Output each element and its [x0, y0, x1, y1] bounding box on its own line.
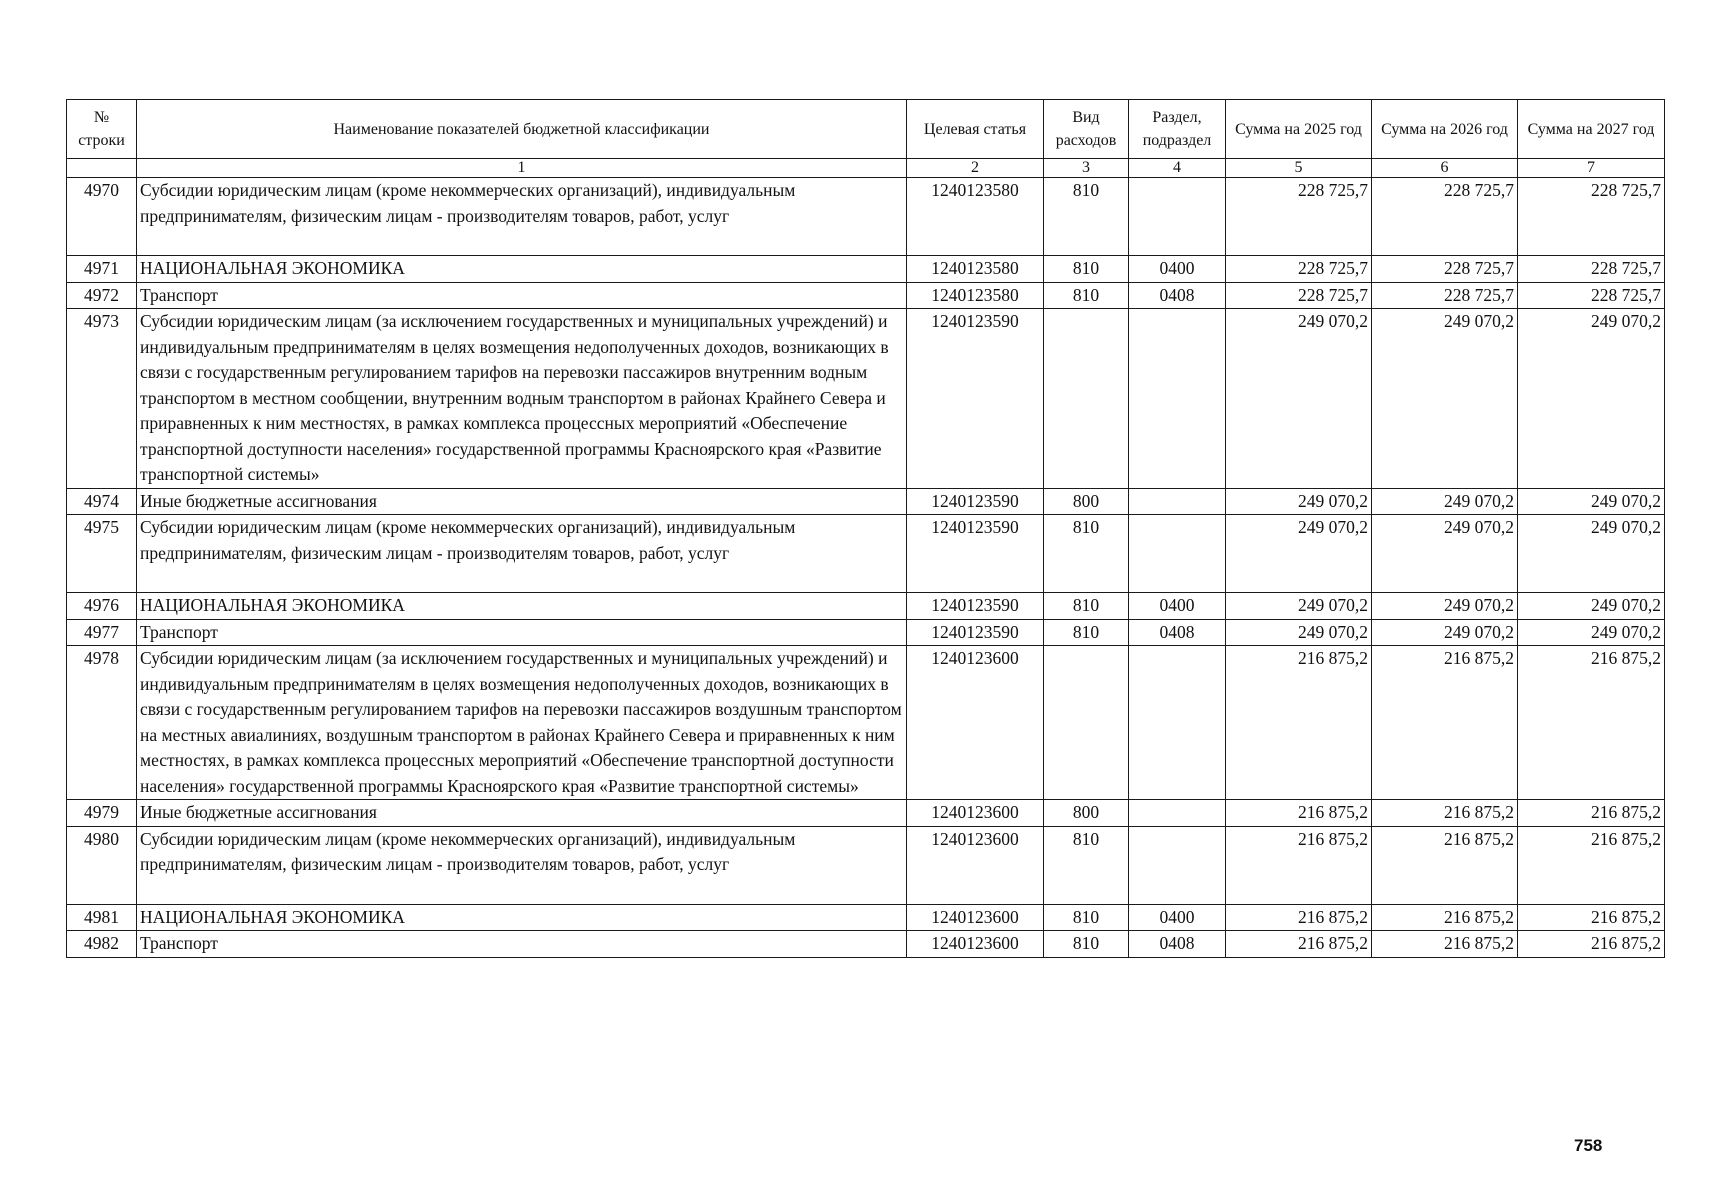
row-target-article: 1240123590 — [907, 593, 1044, 620]
row-sum-2027: 249 070,2 — [1518, 593, 1665, 620]
table-row — [67, 826, 1665, 904]
header-section: Раздел, подраздел — [1129, 100, 1226, 159]
row-name: Субсидии юридическим лицам (кроме некоммерческих организаций), индивидуальным предпринимателям, физическим лицам - производителям товаров, работ, услуг — [137, 826, 907, 904]
row-sum-2027: 216 875,2 — [1518, 800, 1665, 827]
column-number: 5 — [1226, 159, 1372, 178]
column-number: 4 — [1129, 159, 1226, 178]
row-section: 0400 — [1129, 904, 1226, 931]
row-expense-type: 810 — [1044, 931, 1129, 958]
row-target-article: 1240123600 — [907, 800, 1044, 827]
row-name: Субсидии юридическим лицам (за исключением государственных и муниципальных учреждений) и индивидуальным предпринимателям в целях возмещения недополученных доходов, возникающих в связи с государственным регулированием тарифов на перевозки пассажиров внутренним водным транспортом в местном сообщении, внутренним водным транспортом в районах Крайнего Севера и приравненных к ним местностях, в рамках комплекса процессных мероприятий «Обеспечение транспортной доступности населения» государственной программы Красноярского края «Развитие транспортной системы» — [137, 309, 907, 489]
row-sum-2026: 249 070,2 — [1372, 593, 1518, 620]
column-number: 6 — [1372, 159, 1518, 178]
row-target-article: 1240123580 — [907, 282, 1044, 309]
table-row — [67, 904, 1665, 931]
row-number: 4979 — [67, 800, 137, 827]
row-section: 0400 — [1129, 256, 1226, 283]
row-number: 4977 — [67, 619, 137, 646]
row-name: Иные бюджетные ассигнования — [137, 488, 907, 515]
row-target-article: 1240123580 — [907, 256, 1044, 283]
row-sum-2027: 216 875,2 — [1518, 646, 1665, 800]
row-expense-type: 810 — [1044, 178, 1129, 256]
row-target-article: 1240123590 — [907, 488, 1044, 515]
row-sum-2025: 228 725,7 — [1226, 282, 1372, 309]
table-row — [67, 178, 1665, 256]
column-number: 1 — [137, 159, 907, 178]
row-name: Транспорт — [137, 931, 907, 958]
header-row — [67, 100, 1665, 159]
table-row — [67, 593, 1665, 620]
row-sum-2025: 249 070,2 — [1226, 515, 1372, 593]
row-sum-2027: 228 725,7 — [1518, 256, 1665, 283]
row-sum-2025: 216 875,2 — [1226, 931, 1372, 958]
row-name: НАЦИОНАЛЬНАЯ ЭКОНОМИКА — [137, 256, 907, 283]
row-expense-type: 810 — [1044, 826, 1129, 904]
row-name: Транспорт — [137, 619, 907, 646]
row-number: 4982 — [67, 931, 137, 958]
row-sum-2026: 228 725,7 — [1372, 178, 1518, 256]
row-sum-2026: 249 070,2 — [1372, 309, 1518, 489]
row-sum-2025: 249 070,2 — [1226, 309, 1372, 489]
header-sum-2026: Сумма на 2026 год — [1372, 100, 1518, 159]
row-sum-2027: 249 070,2 — [1518, 515, 1665, 593]
column-numbers-row — [67, 159, 1665, 178]
row-number: 4974 — [67, 488, 137, 515]
row-sum-2026: 249 070,2 — [1372, 515, 1518, 593]
row-number: 4978 — [67, 646, 137, 800]
row-sum-2026: 216 875,2 — [1372, 646, 1518, 800]
row-expense-type: 810 — [1044, 282, 1129, 309]
row-number: 4976 — [67, 593, 137, 620]
row-sum-2025: 249 070,2 — [1226, 488, 1372, 515]
row-sum-2025: 249 070,2 — [1226, 619, 1372, 646]
row-section: 0408 — [1129, 931, 1226, 958]
row-sum-2027: 228 725,7 — [1518, 282, 1665, 309]
row-number: 4980 — [67, 826, 137, 904]
row-name: НАЦИОНАЛЬНАЯ ЭКОНОМИКА — [137, 904, 907, 931]
row-sum-2026: 228 725,7 — [1372, 256, 1518, 283]
row-expense-type: 810 — [1044, 593, 1129, 620]
row-sum-2026: 216 875,2 — [1372, 904, 1518, 931]
budget-table — [66, 99, 1665, 958]
row-expense-type: 810 — [1044, 515, 1129, 593]
row-expense-type — [1044, 646, 1129, 800]
table-row — [67, 931, 1665, 958]
row-sum-2027: 249 070,2 — [1518, 488, 1665, 515]
row-sum-2026: 228 725,7 — [1372, 282, 1518, 309]
row-section — [1129, 515, 1226, 593]
row-number: 4973 — [67, 309, 137, 489]
table-row — [67, 282, 1665, 309]
row-number: 4981 — [67, 904, 137, 931]
row-number: 4975 — [67, 515, 137, 593]
budget-sheet — [66, 99, 1664, 958]
row-sum-2027: 249 070,2 — [1518, 619, 1665, 646]
row-name: Иные бюджетные ассигнования — [137, 800, 907, 827]
row-sum-2025: 216 875,2 — [1226, 904, 1372, 931]
row-sum-2026: 249 070,2 — [1372, 488, 1518, 515]
column-number: 3 — [1044, 159, 1129, 178]
row-target-article: 1240123600 — [907, 646, 1044, 800]
row-sum-2025: 228 725,7 — [1226, 256, 1372, 283]
header-target-article: Целевая статья — [907, 100, 1044, 159]
row-section — [1129, 800, 1226, 827]
row-sum-2027: 216 875,2 — [1518, 826, 1665, 904]
column-number: 7 — [1518, 159, 1665, 178]
row-expense-type: 810 — [1044, 256, 1129, 283]
row-sum-2025: 216 875,2 — [1226, 826, 1372, 904]
row-section — [1129, 646, 1226, 800]
row-name: НАЦИОНАЛЬНАЯ ЭКОНОМИКА — [137, 593, 907, 620]
row-target-article: 1240123600 — [907, 904, 1044, 931]
row-sum-2027: 216 875,2 — [1518, 931, 1665, 958]
table-row — [67, 646, 1665, 800]
row-sum-2026: 216 875,2 — [1372, 931, 1518, 958]
row-sum-2026: 249 070,2 — [1372, 619, 1518, 646]
row-number: 4972 — [67, 282, 137, 309]
row-target-article: 1240123590 — [907, 309, 1044, 489]
row-section — [1129, 178, 1226, 256]
row-target-article: 1240123600 — [907, 826, 1044, 904]
row-number: 4971 — [67, 256, 137, 283]
row-name: Субсидии юридическим лицам (кроме некоммерческих организаций), индивидуальным предпринимателям, физическим лицам - производителям товаров, работ, услуг — [137, 515, 907, 593]
row-target-article: 1240123590 — [907, 515, 1044, 593]
header-row-number: № строки — [67, 100, 137, 159]
row-target-article: 1240123580 — [907, 178, 1044, 256]
row-sum-2027: 249 070,2 — [1518, 309, 1665, 489]
table-row — [67, 256, 1665, 283]
row-section: 0408 — [1129, 282, 1226, 309]
table-row — [67, 619, 1665, 646]
row-sum-2027: 216 875,2 — [1518, 904, 1665, 931]
row-sum-2026: 216 875,2 — [1372, 800, 1518, 827]
header-sum-2027: Сумма на 2027 год — [1518, 100, 1665, 159]
header-sum-2025: Сумма на 2025 год — [1226, 100, 1372, 159]
header-indicator-name: Наименование показателей бюджетной классификации — [137, 100, 907, 159]
row-expense-type — [1044, 309, 1129, 489]
row-section — [1129, 826, 1226, 904]
row-target-article: 1240123600 — [907, 931, 1044, 958]
column-number — [67, 159, 137, 178]
row-sum-2025: 228 725,7 — [1226, 178, 1372, 256]
row-target-article: 1240123590 — [907, 619, 1044, 646]
table-row — [67, 309, 1665, 489]
row-name: Транспорт — [137, 282, 907, 309]
row-sum-2026: 216 875,2 — [1372, 826, 1518, 904]
row-number: 4970 — [67, 178, 137, 256]
row-name: Субсидии юридическим лицам (кроме некоммерческих организаций), индивидуальным предпринимателям, физическим лицам - производителям товаров, работ, услуг — [137, 178, 907, 256]
row-section — [1129, 309, 1226, 489]
table-row — [67, 800, 1665, 827]
row-sum-2025: 216 875,2 — [1226, 646, 1372, 800]
page-number: 758 — [1574, 1136, 1603, 1155]
row-sum-2025: 216 875,2 — [1226, 800, 1372, 827]
row-section — [1129, 488, 1226, 515]
row-sum-2025: 249 070,2 — [1226, 593, 1372, 620]
table-row — [67, 515, 1665, 593]
row-expense-type: 810 — [1044, 904, 1129, 931]
table-row — [67, 488, 1665, 515]
row-section: 0408 — [1129, 619, 1226, 646]
column-number: 2 — [907, 159, 1044, 178]
row-expense-type: 810 — [1044, 619, 1129, 646]
row-sum-2027: 228 725,7 — [1518, 178, 1665, 256]
row-expense-type: 800 — [1044, 488, 1129, 515]
row-section: 0400 — [1129, 593, 1226, 620]
row-name: Субсидии юридическим лицам (за исключением государственных и муниципальных учреждений) и индивидуальным предпринимателям в целях возмещения недополученных доходов, возникающих в связи с государственным регулированием тарифов на перевозки пассажиров воздушным транспортом на местных авиалиниях, воздушным транспортом в районах Крайнего Севера и приравненных к ним местностях, в рамках комплекса процессных мероприятий «Обеспечение транспортной доступности населения» государственной программы Красноярского края «Развитие транспортной системы» — [137, 646, 907, 800]
row-expense-type: 800 — [1044, 800, 1129, 827]
header-expense-type: Вид расходов — [1044, 100, 1129, 159]
